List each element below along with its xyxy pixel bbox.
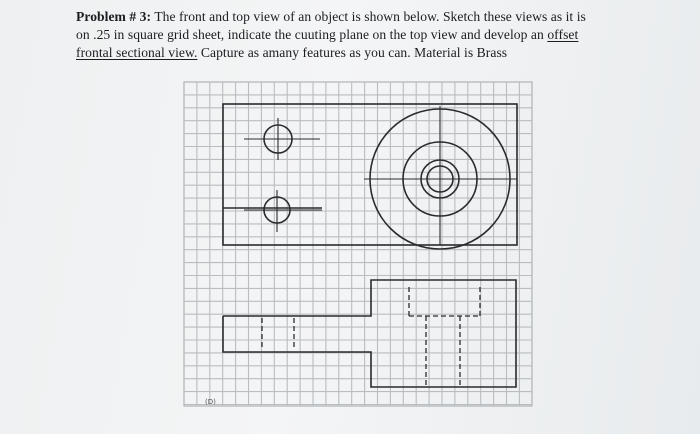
front-view-outline (223, 280, 516, 387)
sheet-corner-mark: (D) (205, 398, 216, 406)
offset-underlined-text: offset (547, 27, 579, 42)
front-view (223, 280, 516, 387)
square-grid-sheet (184, 82, 532, 406)
grid-border (184, 82, 532, 406)
frontal-sectional-view-underlined-text: frontal sectional view. (76, 45, 198, 60)
top-view (223, 104, 517, 249)
problem-line-1-text: The front and top view of an object is shown below. Sketch these views as it is (154, 9, 586, 24)
problem-label: Problem # 3: (76, 9, 152, 24)
problem-line-3-text: Capture as amany features as you can. Material is Brass (197, 45, 508, 60)
problem-line-2-text: on .25 in square grid sheet, indicate the cuuting plane on the top view and develop an (76, 27, 544, 42)
